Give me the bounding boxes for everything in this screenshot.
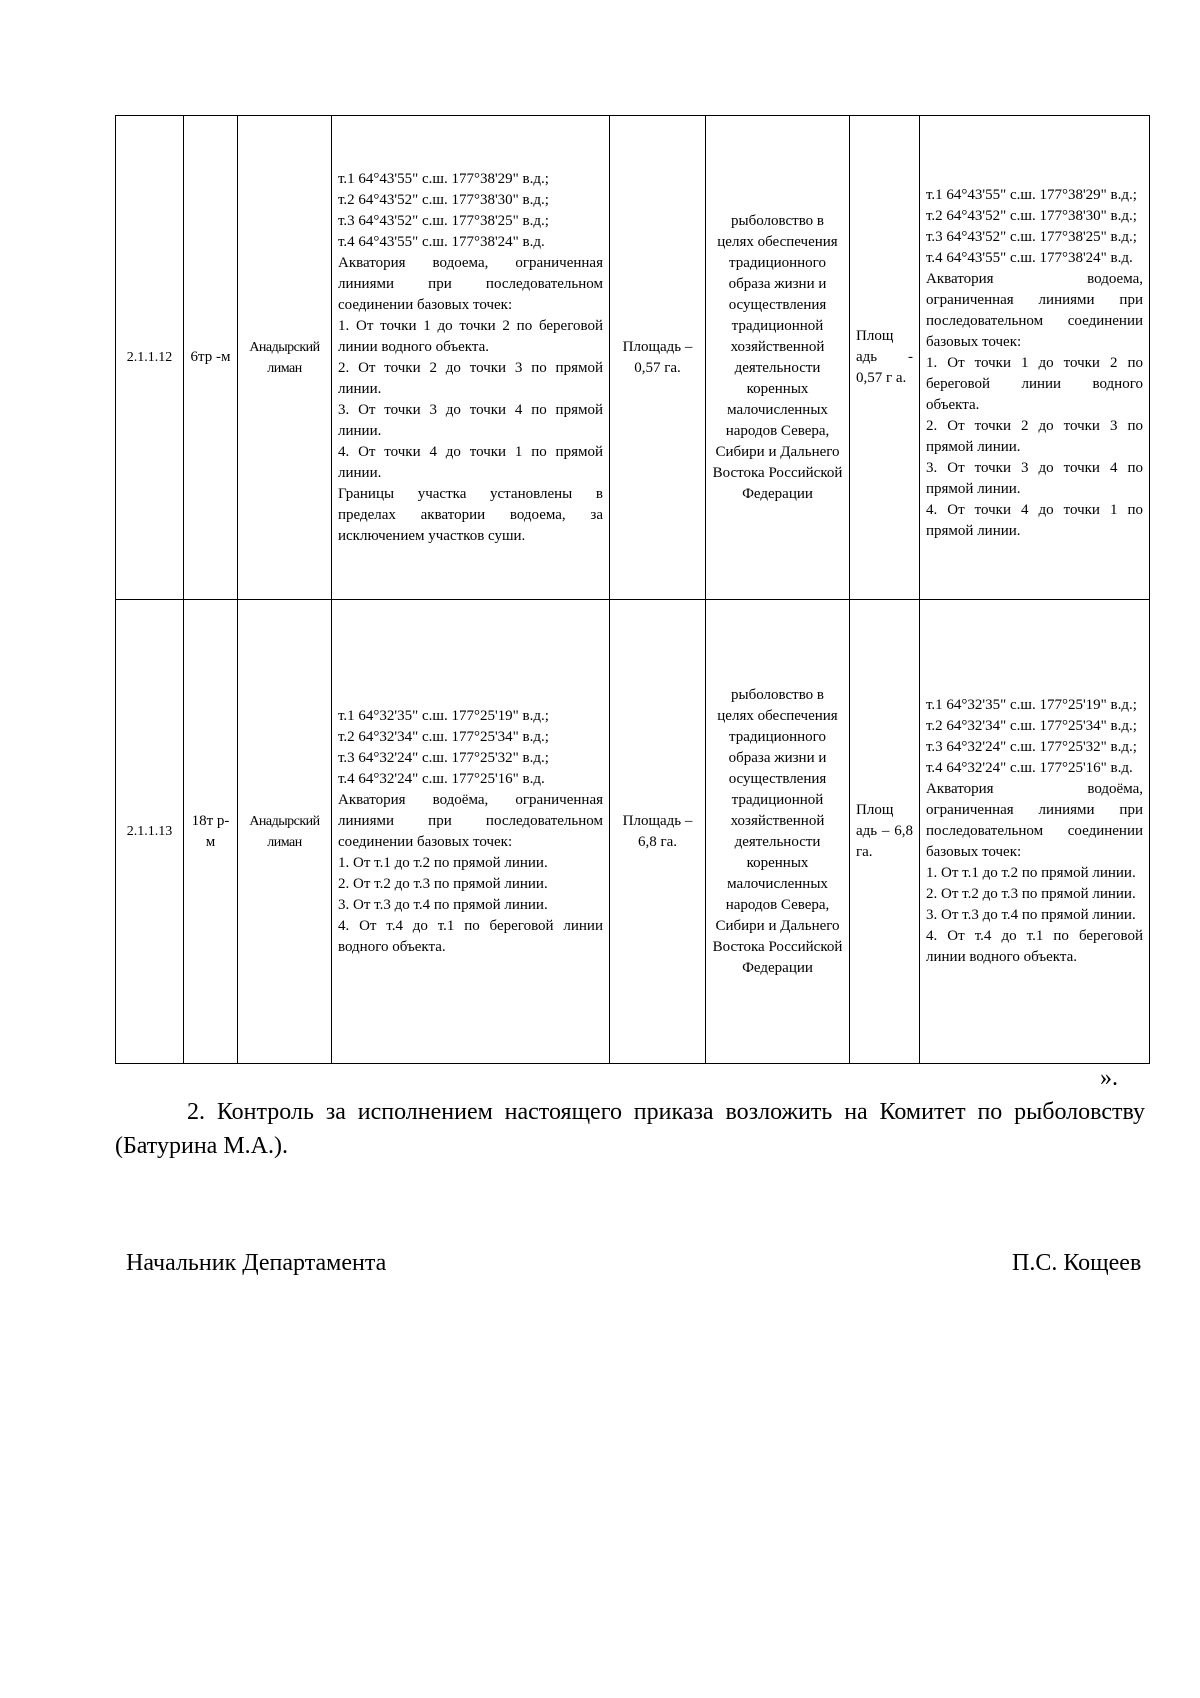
row-area: Площадь – 6,8 га.	[610, 600, 706, 1064]
desc-line: 3. От т.3 до т.4 по прямой линии.	[926, 907, 1136, 923]
row-purpose: рыболовство в целях обеспечения традиционного образа жизни и осуществления традиционной хозяйственной деятельности коренных малочисленных народов Севера, Сибири и Дальнего Востока Российской Федерации	[706, 116, 850, 600]
row-coordinates	[332, 600, 610, 1064]
fishing-areas-table	[115, 115, 1150, 1064]
row-coordinates	[332, 116, 610, 600]
desc-line: т.3 64°43'52" с.ш. 177°38'25" в.д.;	[926, 229, 1137, 245]
coord-line: 3. От точки 3 до точки 4 по прямой линии.	[338, 401, 603, 439]
coord-line: 1. От т.1 до т.2 по прямой линии.	[338, 854, 548, 871]
desc-line: 3. От точки 3 до точки 4 по прямой линии.	[926, 460, 1143, 497]
coord-line: т.1 64°43'55" с.ш. 177°38'29" в.д.;	[338, 170, 549, 187]
coord-line: Акватория водоёма, ограниченная линиями при последовательном соединении базовых точек:	[338, 791, 603, 850]
coord-line: т.1 64°32'35" с.ш. 177°25'19" в.д.;	[338, 707, 549, 724]
coord-line: т.2 64°32'34" с.ш. 177°25'34" в.д.;	[338, 728, 549, 745]
coord-line: т.3 64°32'24" с.ш. 177°25'32" в.д.;	[338, 749, 549, 766]
coord-line: Границы участка установлены в пределах акватории водоема, за исключением участков суши.	[338, 485, 603, 544]
closing-quote: ».	[1100, 1065, 1118, 1091]
coord-line: Акватория водоема, ограниченная линиями при последовательном соединении базовых точек:	[338, 254, 603, 313]
desc-line: т.4 64°43'55" с.ш. 177°38'24" в.д.	[926, 250, 1133, 266]
row-code: 18т р-м	[184, 600, 238, 1064]
row-purpose: рыболовство в целях обеспечения традиционного образа жизни и осуществления традиционной хозяйственной деятельности коренных малочисленных народов Севера, Сибири и Дальнего Востока Российской Федерации	[706, 600, 850, 1064]
order-paragraph: 2. Контроль за исполнением настоящего приказа возложить на Комитет по рыболовству (Батурина М.А.).	[115, 1099, 1145, 1159]
coord-line: 1. От точки 1 до точки 2 по береговой линии водного объекта.	[338, 317, 603, 355]
row-code: 6тр -м	[184, 116, 238, 600]
table-row	[116, 600, 1150, 1064]
coord-line: 4. От точки 4 до точки 1 по прямой линии.	[338, 443, 603, 481]
desc-line: Акватория водоема, ограниченная линиями при последовательном соединении базовых точек:	[926, 271, 1143, 350]
coord-line: т.2 64°43'52" с.ш. 177°38'30" в.д.;	[338, 191, 549, 208]
desc-line: т.1 64°32'35" с.ш. 177°25'19" в.д.;	[926, 697, 1137, 713]
coord-line: т.3 64°43'52" с.ш. 177°38'25" в.д.;	[338, 212, 549, 229]
row-number: 2.1.1.13	[116, 600, 184, 1064]
row-number: 2.1.1.12	[116, 116, 184, 600]
signatory-name: П.С. Кощеев	[1012, 1250, 1142, 1276]
row-place: Анадырский лиман	[238, 116, 332, 600]
row-area-short: Площ адь - 0,57 г а.	[850, 116, 920, 600]
coord-line: т.4 64°32'24" с.ш. 177°25'16" в.д.	[338, 770, 545, 787]
coord-line: 4. От т.4 до т.1 по береговой линии водного объекта.	[338, 917, 603, 955]
desc-line: т.2 64°43'52" с.ш. 177°38'30" в.д.;	[926, 208, 1137, 224]
desc-line: 1. От точки 1 до точки 2 по береговой линии водного объекта.	[926, 355, 1143, 413]
desc-line: 1. От т.1 до т.2 по прямой линии.	[926, 865, 1136, 881]
desc-line: Акватория водоёма, ограниченная линиями при последовательном соединении базовых точек:	[926, 781, 1143, 860]
desc-line: т.3 64°32'24" с.ш. 177°25'32" в.д.;	[926, 739, 1137, 755]
desc-line: 4. От т.4 до т.1 по береговой линии водного объекта.	[926, 928, 1143, 965]
desc-line: 2. От т.2 до т.3 по прямой линии.	[926, 886, 1136, 902]
row-area-short: Площ адь – 6,8 га.	[850, 600, 920, 1064]
row-description	[920, 600, 1150, 1064]
desc-line: 2. От точки 2 до точки 3 по прямой линии.	[926, 418, 1143, 455]
row-area: Площадь – 0,57 га.	[610, 116, 706, 600]
desc-line: т.1 64°43'55" с.ш. 177°38'29" в.д.;	[926, 187, 1137, 203]
desc-line: т.4 64°32'24" с.ш. 177°25'16" в.д.	[926, 760, 1133, 776]
desc-line: 4. От точки 4 до точки 1 по прямой линии.	[926, 502, 1143, 539]
desc-line: т.2 64°32'34" с.ш. 177°25'34" в.д.;	[926, 718, 1137, 734]
coord-line: 3. От т.3 до т.4 по прямой линии.	[338, 896, 548, 913]
coord-line: т.4 64°43'55" с.ш. 177°38'24" в.д.	[338, 233, 545, 250]
table-row	[116, 116, 1150, 600]
signatory-position: Начальник Департамента	[126, 1250, 387, 1276]
coord-line: 2. От т.2 до т.3 по прямой линии.	[338, 875, 548, 892]
row-description	[920, 116, 1150, 600]
coord-line: 2. От точки 2 до точки 3 по прямой линии.	[338, 359, 603, 397]
row-place: Анадырский лиман	[238, 600, 332, 1064]
